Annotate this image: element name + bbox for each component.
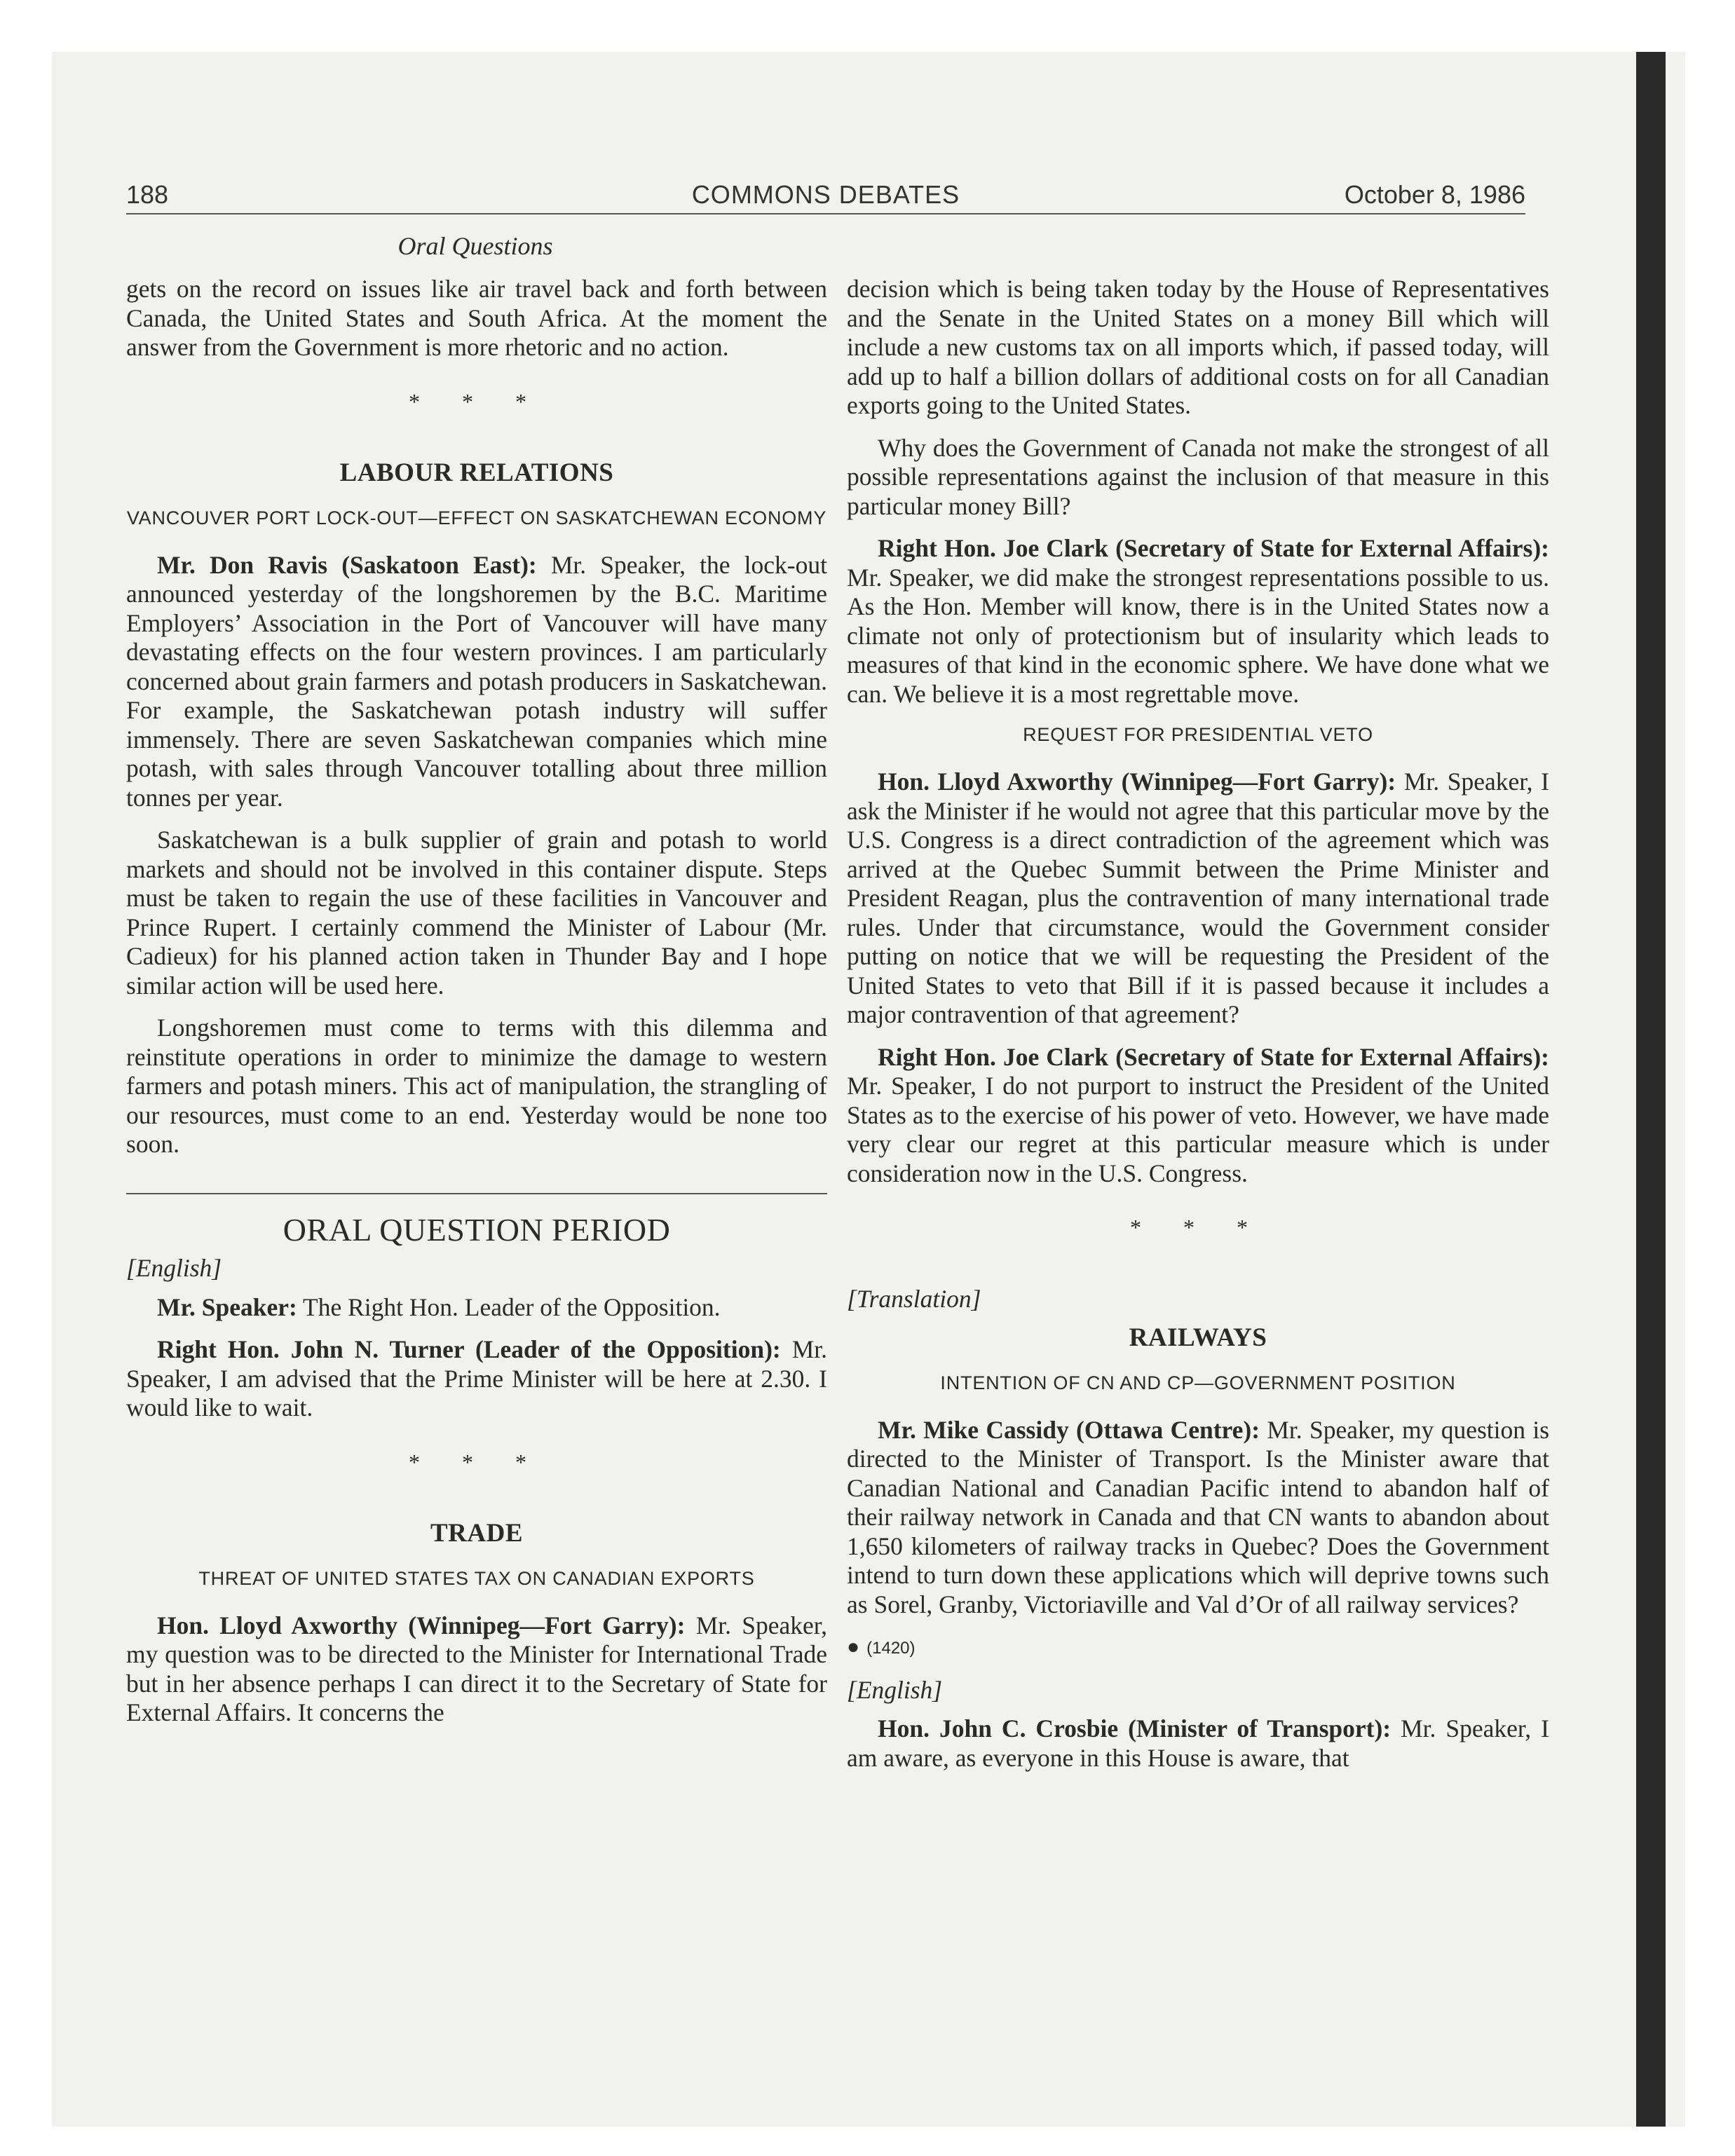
speech-paragraph (126, 551, 827, 813)
speaker-name: Hon. John C. Crosbie (Minister of Transport): (878, 1714, 1392, 1742)
speech-paragraph (126, 1611, 827, 1728)
page-header (126, 177, 1525, 214)
language-marker: [English] (847, 1675, 943, 1704)
speech-text: The Right Hon. Leader of the Opposition. (297, 1292, 721, 1321)
publication-title: COMMONS DEBATES (691, 180, 960, 209)
left-column (126, 275, 827, 1741)
speaker-name: Right Hon. Joe Clark (Secretary of State for External Affairs): (878, 1042, 1549, 1071)
speech-text: Mr. Speaker, we did make the strongest representations possible to us. As the Hon. Member will know, there is in the United States now a climate not only of protectionism but of insularity which leads to measures of that kind in the economic sphere. We have done what we can. We believe it is a most regrettable move. (847, 563, 1549, 708)
section-subtitle: INTENTION OF CN AND CP—GOVERNMENT POSITION (940, 1372, 1456, 1393)
speaker-name: Mr. Mike Cassidy (Ottawa Centre): (878, 1415, 1260, 1444)
section-subtitle: THREAT OF UNITED STATES TAX ON CANADIAN EXPORTS (198, 1567, 755, 1589)
speech-paragraph (126, 1335, 827, 1423)
paragraph: Why does the Government of Canada not make the strongest of all possible representations against the inclusion of that measure in this particular money Bill? (847, 433, 1549, 520)
speech-text: Mr. Speaker, I am advised that the Prime Minister will be here at 2.30. I would like to wait. (126, 1335, 827, 1421)
speech-paragraph (847, 1043, 1549, 1189)
running-head: Oral Questions (397, 232, 553, 260)
issue-date: October 8, 1986 (1344, 180, 1525, 209)
divider (126, 1193, 827, 1194)
section-title: LABOUR RELATIONS (339, 458, 614, 487)
time-stamp: (1420) (866, 1639, 916, 1658)
page-number: 188 (126, 180, 169, 209)
language-marker: [Translation] (847, 1284, 981, 1313)
speech-text: Mr. Speaker, I am aware, as everyone in this House is aware, that (847, 1714, 1549, 1772)
speech-paragraph (847, 1416, 1549, 1620)
right-column (847, 275, 1549, 1786)
speaker-name: Hon. Lloyd Axworthy (Winnipeg—Fort Garry): (878, 767, 1396, 796)
section-separator: * * * (409, 388, 545, 414)
speech-text: Mr. Speaker, my question is directed to the Minister of Transport. Is the Minister aware that Canadian National and Canadian Pacific intend to abandon half of their railway network in Canada and that CN wants to abandon about 1,650 kilometers of railway tracks in Quebec? Does the Government intend to turn down these applications which will deprive towns such as Sorel, Granby, Victoriaville and Val d’Or of all railway services? (847, 1415, 1550, 1618)
speaker-name: Mr. Speaker: (157, 1292, 297, 1321)
speech-text: Mr. Speaker, my question was to be directed to the Minister for International Trade but in her absence perhaps I can direct it to the Secretary of State for External Affairs. It concerns the (126, 1611, 827, 1726)
speaker-name: Hon. Lloyd Axworthy (Winnipeg—Fort Garry): (157, 1611, 686, 1639)
paragraph: Longshoremen must come to terms with this dilemma and reinstitute operations in order to minimize the damage to western farmers and potash miners. This act of manipulation, the strangling of our resources, must come to an end. Yesterday would be none too soon. (126, 1014, 827, 1158)
speaker-name: Mr. Don Ravis (Saskatoon East): (157, 550, 537, 579)
paragraph: Saskatchewan is a bulk supplier of grain and potash to world markets and should not be involved in this container dispute. Steps must be taken to regain the use of these facilities in Vancouver and Prince Rupert. I certainly commend the Minister of Labour (Mr. Cadieux) for his planned action taken in Thunder Bay and I hope similar action will be used here. (126, 826, 827, 999)
speech-paragraph (847, 534, 1549, 709)
speech-text: Mr. Speaker, the lock-out announced yesterday of the longshoremen by the B.C. Maritime Employers’ Association in the Port of Vancouver will have many devastating effects on the four western provinces. I am particularly concerned about grain farmers and potash producers in Saskatchewan. For example, the Saskatchewan potash industry will suffer immensely. There are seven Saskatchewan companies which mine potash, with sales through Vancouver totalling about three million tonnes per year. (126, 550, 827, 812)
scan-edge (1636, 52, 1666, 2127)
section-title: RAILWAYS (1129, 1323, 1267, 1352)
speaker-name: Right Hon. John N. Turner (Leader of the Opposition): (157, 1335, 781, 1363)
section-separator: * * * (409, 1449, 545, 1475)
speech-text: Mr. Speaker, I do not purport to instruct the President of the United States as to the exercise of his power of veto. However, we have made very clear our regret at this particular measure which is under consideration now in the U.S. Congress. (847, 1072, 1549, 1187)
speech-paragraph (847, 1714, 1549, 1773)
section-subtitle: VANCOUVER PORT LOCK-OUT—EFFECT ON SASKATCHEWAN ECONOMY (126, 507, 827, 528)
speech-paragraph (126, 1293, 827, 1323)
time-marker (847, 1632, 1549, 1663)
speech-paragraph (847, 767, 1549, 1030)
section-separator: * * * (1130, 1215, 1266, 1240)
section-title: TRADE (430, 1519, 524, 1548)
section-subtitle: REQUEST FOR PRESIDENTIAL VETO (1023, 724, 1373, 745)
speaker-name: Right Hon. Joe Clark (Secretary of State for External Affairs): (878, 534, 1549, 562)
language-marker: [English] (126, 1254, 222, 1282)
bullet-icon: ● (847, 1635, 860, 1658)
paragraph: gets on the record on issues like air travel back and forth between Canada, the United States and South Africa. At the moment the answer from the Government is more rhetoric and no action. (126, 275, 827, 361)
major-heading: ORAL QUESTION PERIOD (283, 1211, 671, 1248)
paragraph: decision which is being taken today by the House of Representatives and the Senate in the United States on a money Bill which will include a new customs tax on all imports which, if passed today, will add up to half a billion dollars of additional costs on for all Canadian exports going to the United States. (847, 275, 1549, 419)
speech-text: Mr. Speaker, I ask the Minister if he would not agree that this particular move by the U.S. Congress is a direct contradiction of the agreement which was arrived at the Quebec Summit between the Prime Minister and President Reagan, plus the contravention of many international trade rules. Under that circumstance, would the Government consider putting on notice that we will be requesting the President of the United States to veto that Bill if it is passed because it includes a major contravention of that agreement? (847, 767, 1549, 1028)
